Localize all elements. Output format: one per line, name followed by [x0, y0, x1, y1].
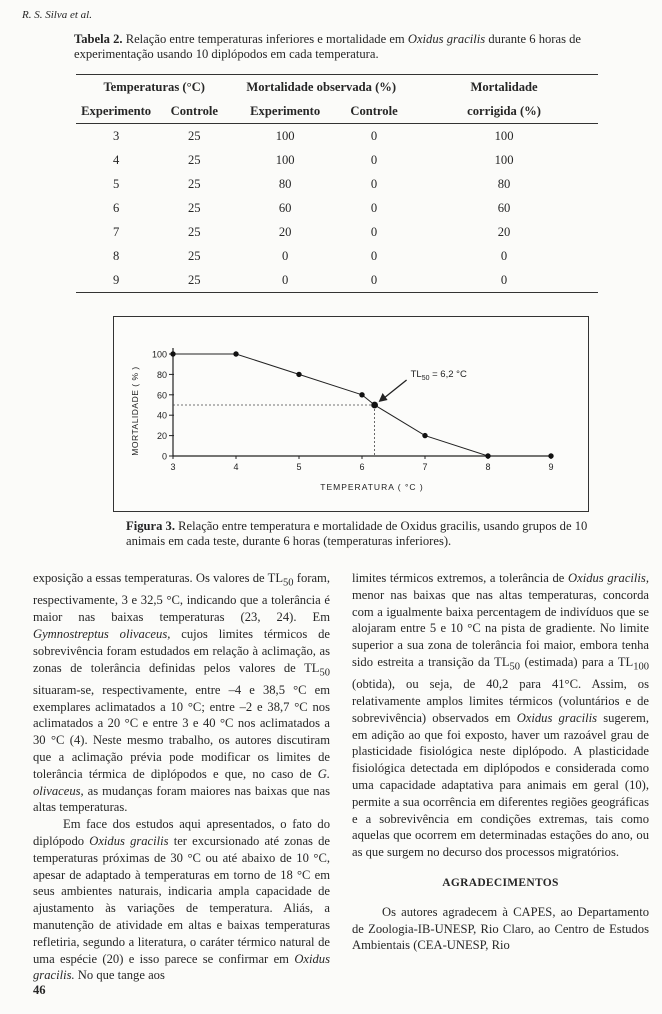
y-tick-label: 20 — [156, 431, 167, 442]
text: Em face dos estudos aqui apresentados, o fato do diplópodo — [33, 817, 330, 848]
body-column-right — [352, 570, 649, 954]
y-tick-label: 100 — [151, 349, 167, 360]
table-cell: 25 — [188, 224, 201, 239]
text: as mudanças foram maiores nas baixas que nas altas temperaturas. — [33, 783, 330, 815]
table-cell: 100 — [494, 128, 514, 143]
table-caption — [74, 32, 614, 62]
table-cell: 25 — [188, 152, 201, 167]
table-cell: 25 — [188, 128, 201, 143]
table-cell: 25 — [188, 200, 201, 215]
table-cell: 100 — [275, 152, 295, 167]
data-point — [296, 372, 301, 377]
acknowledgements-heading: AGRADECIMENTOS — [442, 877, 559, 890]
body-column-left — [33, 570, 330, 984]
species-name: G. olivaceus, — [33, 766, 331, 798]
table-row — [76, 220, 598, 244]
annotation-label — [411, 369, 467, 382]
x-tick-label: 8 — [485, 462, 491, 472]
table-cell: 100 — [275, 128, 295, 143]
x-axis-label: TEMPERATURA ( °C ) — [320, 482, 424, 492]
text: foram, respectivamente, 3 e 32,5 °C, indicando que a tolerância é maior nas baixas temperaturas (23, 24). Em — [33, 571, 330, 625]
table-cell: 6 — [112, 200, 120, 215]
table-cell: 0 — [338, 268, 410, 293]
running-head: R. S. Silva et al. — [22, 9, 92, 21]
acknowledgements-text: Os autores agradecem à CAPES, ao Departamento de Zoologia-IB-UNESP, Rio Claro, ao Centro de Estudos Ambientais (CEA-UNESP, Rio — [352, 904, 649, 953]
x-tick-label: 6 — [359, 462, 365, 472]
table-row — [76, 148, 598, 172]
table-row — [76, 196, 598, 220]
figure-label: Figura 3. — [126, 519, 175, 533]
data-point — [548, 453, 553, 458]
subscript: 50 — [319, 667, 330, 679]
subscript: 50 — [509, 661, 521, 673]
table-cell: 0 — [370, 224, 378, 239]
text: ter excursionado até zonas de temperaturas próximas de 30 °C ou até abaixo de 10 °C, apesar de adaptado à temperaturas em torno de 18 °C em seus ambientes naturais, indicaria ampla capacidade de ajustamento às variações de temperatura. Aliás, a manutenção de atividade em altas e baixas temperaturas refletiria, segundo a literatura, o caráter térmico natural de uma espécie (20) e isso parece se confirmar em — [33, 833, 330, 966]
species-name: Oxidus gracilis — [89, 833, 169, 848]
table-cell: 0 — [370, 128, 378, 143]
table-cell: 8 — [112, 248, 120, 263]
y-tick-label: 60 — [156, 390, 167, 401]
text: (estimada) para a TL — [524, 654, 634, 669]
annotation-subscript: 50 — [421, 375, 430, 382]
figure-3 — [113, 316, 589, 512]
x-tick-label: 7 — [422, 462, 428, 472]
data-point — [371, 402, 378, 409]
table-cell: 25 — [188, 176, 201, 191]
text: sugerem, em adição ao que foi exposto, haver um razoável grau de plasticidade fisiológica neste diplópodo. A plasticidade fisiológica detectada em diplópodos e considerada como uma capacidade adaptativa para animais em geral (10), permite a sua ocorrência em diferentes regiões geográficas e a sobrevivência em condições extremas, tais como aquelas que ocorrem em determinadas estações do ano, ou as que surgem no decurso dos processos migratórios. — [352, 710, 649, 860]
text: situaram-se, respectivamente, entre –4 e 38,5 °C em exemplares aclimatados a 10 °C; entre –2 e 38,7 °C nos aclimatados a 20 °C e entre 3 e 40 °C nos aclimatados a 30 °C (4). Neste mesmo trabalho, os autores discutiram que a aclimação prévia pode modificar os limites de tolerância térmica de diplópodos e que, no caso de — [33, 682, 330, 781]
table-row — [76, 172, 598, 196]
table-cell: 20 — [497, 224, 511, 239]
table-cell: 80 — [278, 176, 292, 191]
table-cell: 60 — [278, 200, 292, 215]
table-cell: 0 — [500, 248, 508, 263]
figure-caption-text: Relação entre temperatura e mortalidade de Oxidus gracilis, usando grupos de 10 animais em cada teste, durante 6 horas (temperaturas inferiores). — [126, 519, 588, 548]
table-cell: 9 — [76, 268, 156, 293]
x-tick-label: 3 — [170, 462, 176, 472]
species-name: Oxidus gracilis. — [33, 951, 330, 983]
annotation-value: = 6,2 °C — [429, 369, 467, 380]
table-cell: 25 — [188, 248, 201, 263]
data-point — [485, 453, 490, 458]
text: exposição a essas temperaturas. Os valores de TL — [33, 571, 284, 585]
table-cell: 3 — [112, 128, 120, 143]
table-cell: 0 — [232, 268, 338, 293]
table-cell: 100 — [494, 152, 514, 167]
subscript: 100 — [633, 661, 649, 673]
text: No que tange aos — [77, 968, 165, 983]
table-cell: 0 — [370, 176, 378, 191]
table-row — [76, 244, 598, 268]
table-cell: 0 — [281, 248, 289, 263]
subheader-control: Controle — [156, 99, 232, 124]
data-table — [76, 74, 598, 293]
data-point — [422, 433, 427, 438]
table-cell: 5 — [112, 176, 120, 191]
header-mortality: Mortalidade — [410, 75, 598, 100]
header-temperatures: Temperaturas (°C) — [76, 75, 232, 100]
y-tick-label: 0 — [161, 451, 167, 462]
y-axis-label: MORTALIDADE ( % ) — [130, 366, 140, 456]
table-cell: 0 — [370, 200, 378, 215]
table-cell: 0 — [370, 248, 378, 263]
subheader-control-2: Controle — [338, 99, 410, 124]
species-name: Oxidus gracilis, — [568, 571, 649, 585]
x-tick-label: 4 — [233, 462, 239, 472]
table-cell: 0 — [370, 152, 378, 167]
species-name: Gymnostreptus olivaceus, — [33, 626, 171, 641]
subheader-experiment: Experimento — [76, 99, 156, 124]
subheader-experiment-2: Experimento — [232, 99, 338, 124]
table-row — [76, 268, 598, 293]
species-name: Oxidus gracilis — [516, 710, 598, 725]
table-label: Tabela 2. — [74, 32, 123, 46]
figure-caption — [126, 519, 596, 549]
annotation-arrow-head — [379, 393, 388, 402]
subscript: 50 — [283, 577, 294, 589]
mortality-chart — [114, 317, 588, 511]
annotation-tl: TL — [410, 369, 422, 380]
header-mortality-observed: Mortalidade observada (%) — [232, 75, 410, 100]
table-cell: 80 — [497, 176, 511, 191]
y-tick-label: 80 — [156, 369, 167, 380]
text: limites térmicos extremos, a tolerância de — [352, 571, 565, 585]
page-number: 46 — [33, 983, 46, 997]
y-tick-label: 40 — [156, 410, 167, 421]
data-point — [170, 351, 175, 356]
table-cell: 60 — [497, 200, 511, 215]
paragraph — [352, 570, 649, 861]
data-point — [359, 392, 364, 397]
x-tick-label: 5 — [296, 462, 302, 472]
table-row — [76, 124, 598, 149]
table-cell: 25 — [156, 268, 232, 293]
table-cell: 20 — [278, 224, 292, 239]
text: (obtida), ou seja, de 40,2 para 41°C. Assim, os relativamente amplos limites térmicos (voluntários e de sobrevivência) observados em — [352, 677, 649, 725]
text: cujos limites térmicos de sobrevivência foram estudados em relação à aclimação, as zonas de tolerância definidas pelos valores de TL — [33, 626, 330, 675]
table-cell: 7 — [112, 224, 120, 239]
table-caption-pre: Relação entre temperaturas inferiores e mortalidade em — [125, 32, 405, 46]
table-cell: 0 — [410, 268, 598, 293]
subheader-corrected: corrigida (%) — [410, 99, 598, 124]
table-cell: 4 — [112, 152, 120, 167]
text: menor nas baixas que nas altas temperaturas, concorda com a igualmente baixa percentagem de indivíduos que se alojaram entre 5 e 10 °C na pista de gradiente. No limite superior a sua zona de tolerância foi maior, embora tenha sido estreita a transição da TL — [352, 587, 649, 669]
table-caption-post: durante 6 horas de experimentação usando 10 diplópodos em cada temperatura. — [74, 32, 582, 61]
data-point — [233, 351, 238, 356]
paragraph — [33, 816, 330, 984]
table-caption-species: Oxidus gracilis — [407, 32, 486, 46]
paragraph — [33, 570, 330, 816]
x-tick-label: 9 — [548, 462, 554, 472]
